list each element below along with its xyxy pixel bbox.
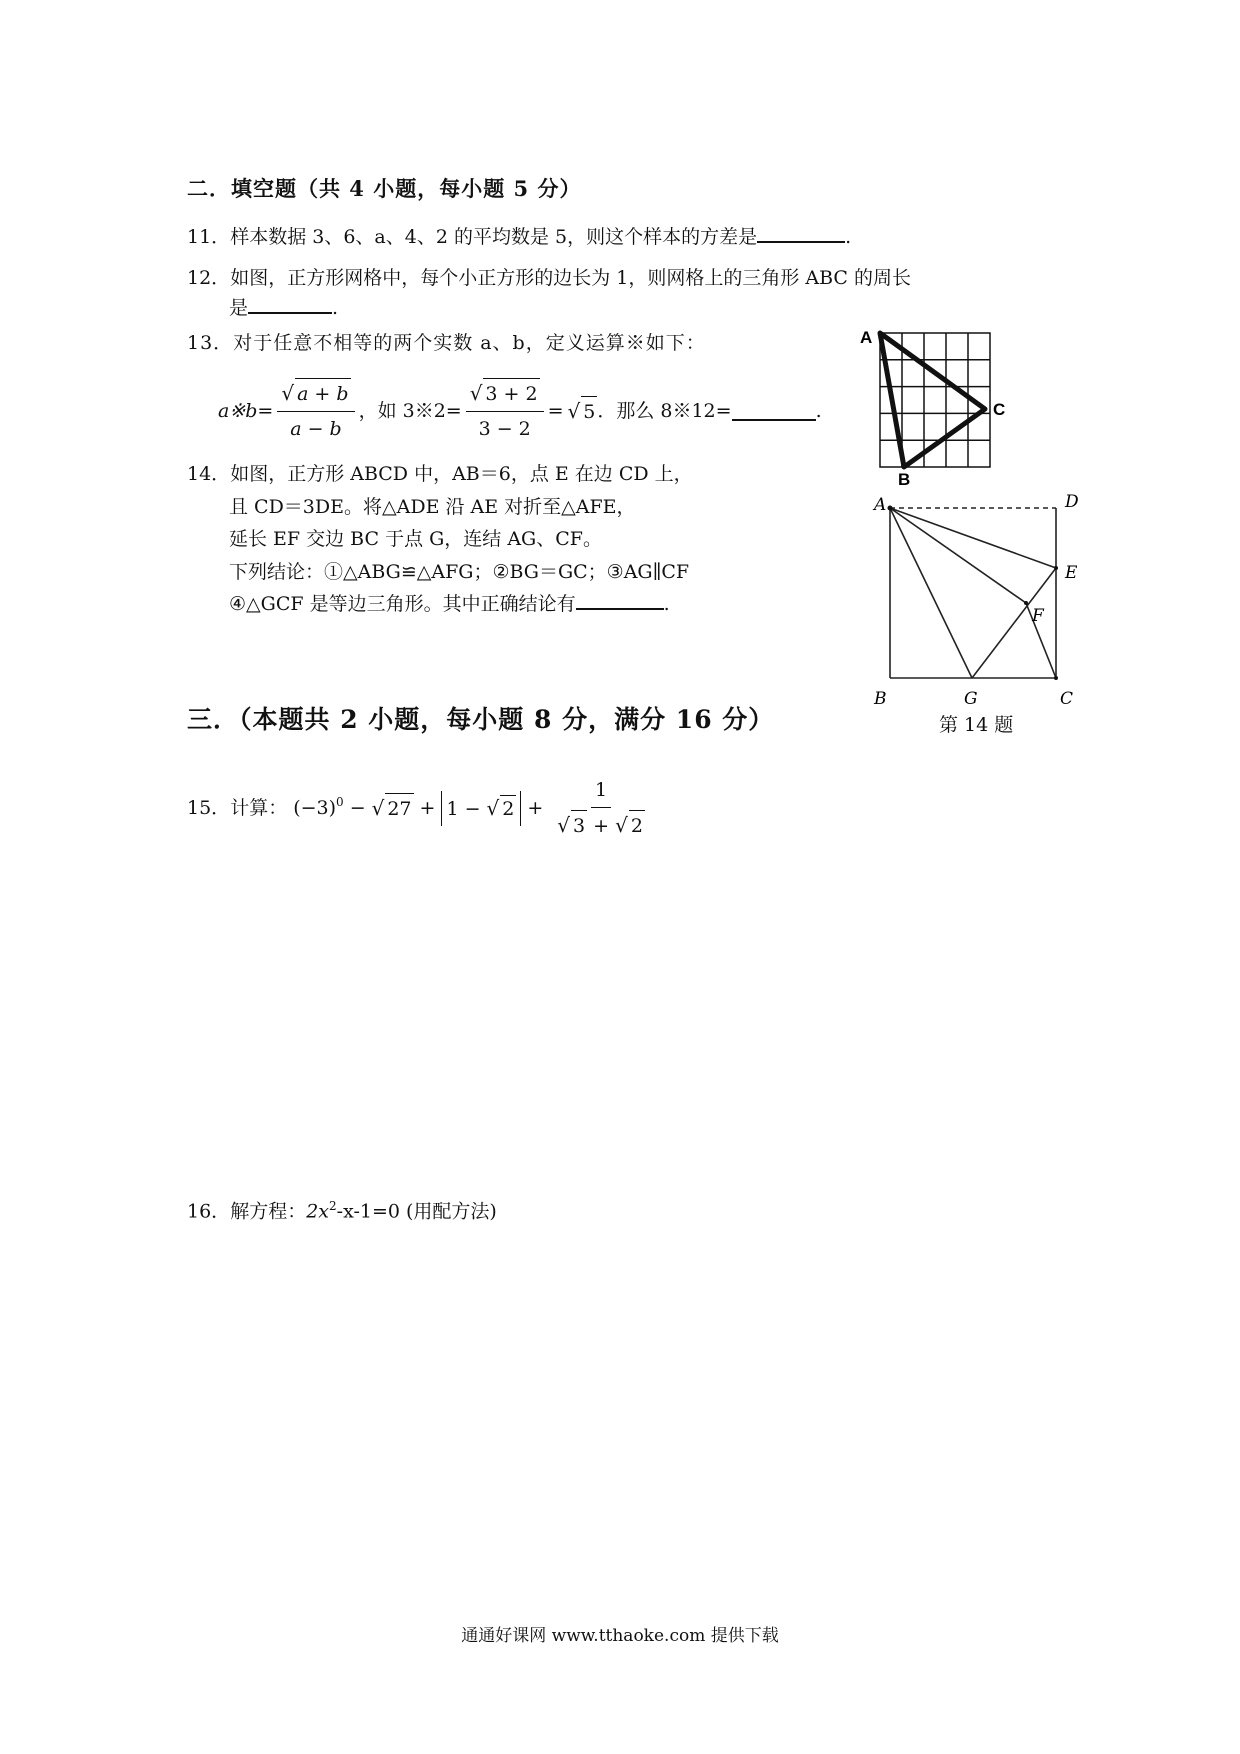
q15-den-rad2: 2 — [629, 810, 645, 841]
q15-plus2: + — [527, 797, 544, 819]
q13-def-fraction: $\frac{√ a + b}{a - b}$ — [277, 378, 354, 444]
q16-number: 16． — [187, 1200, 231, 1223]
q15-frac-num: 1 — [591, 775, 611, 808]
q14-line2: 且 CD＝3DE。将△ADE 沿 AE 对折至△AFE， — [229, 495, 636, 518]
question-16 — [187, 1191, 497, 1226]
q14-end: . — [663, 593, 670, 615]
q13-text-line1: 对于任意不相等的两个实数 a、b，定义运算※如下： — [233, 332, 706, 354]
q12-number: 12． — [187, 267, 231, 289]
question-14 — [187, 458, 693, 621]
q11-text: 样本数据 3、6、a、4、2 的平均数是 5，则这个样本的方差是 — [230, 226, 758, 248]
q14-line3: 延长 EF 交边 BC 于点 G，连结 AG、CF。 — [229, 528, 602, 550]
q13-example-fraction: $\frac{√ 3 + 2}{3 - 2}$ — [466, 378, 544, 444]
label-C: C — [1060, 689, 1074, 709]
footer: 通通好课网 www.tthaoke.com 提供下载 — [461, 1626, 779, 1646]
fig14-caption: 第 14 题 — [939, 714, 1014, 736]
q15-fraction: $\frac{1}{√ 3 + √ 2}$ — [553, 775, 649, 841]
q16-eq-exp: 2 — [329, 1199, 337, 1213]
label-E: E — [1065, 563, 1078, 583]
q15-term1: (−3) — [293, 797, 337, 819]
q15-abs-value: 1 − √ 2 — [441, 791, 521, 826]
q13-example-num: 3 + 2 — [483, 378, 539, 409]
q13-example-den: 3 − 2 — [478, 418, 531, 440]
label-G: G — [964, 689, 978, 709]
question-15: 15． 计算： (−3) $^0$ − √ 27 + 1 − √ 2 + $\frac{1}{√ 3 + √ 2}$ — [187, 775, 653, 841]
label-C: C — [993, 400, 1006, 419]
q14-line4: 下列结论：①△ABG≌△AFG；②BG＝GC；③AG∥CF — [229, 560, 690, 583]
q14-line1: 如图，正方形 ABCD 中，AB＝6，点 E 在边 CD 上， — [230, 463, 693, 485]
q15-number: 15． — [187, 797, 231, 819]
q11-answer-blank[interactable] — [757, 223, 845, 243]
q14-line5: ④△GCF 是等边三角形。其中正确结论有 — [229, 593, 576, 615]
q16-eq-a: 2x — [306, 1200, 330, 1223]
q15-rad1: 27 — [385, 793, 413, 824]
q15-minus: − — [349, 797, 366, 819]
label-B: B — [898, 470, 911, 489]
question-13-formula: a※b= $\frac{√ a + b}{a - b}$ ，如 3※2= $\frac{√ 3 + 2}{3 - 2}$ = √ 5 ．那么 8※12= . — [218, 378, 822, 444]
label-B: B — [874, 689, 887, 709]
q15-label: 计算： — [230, 797, 288, 819]
q12-text-line2: 是 — [229, 297, 249, 319]
label-A: A — [860, 328, 873, 347]
q16-label: 解方程： — [230, 1200, 307, 1223]
question-13 — [187, 328, 706, 358]
question-11 — [187, 222, 851, 252]
square-abcd-figure — [860, 485, 1100, 735]
label-F: F — [1032, 606, 1044, 626]
q13-example-prefix: ，如 3※2= — [358, 400, 462, 422]
grid-triangle-figure — [860, 325, 1010, 489]
q16-method: (用配方法) — [399, 1200, 497, 1223]
q15-plus1: + — [419, 797, 436, 819]
q14-number: 14． — [187, 463, 231, 485]
section-3-title: 三．（本题共 2 小题，每小题 8 分，满分 16 分） — [187, 705, 775, 734]
question-12-line2 — [229, 293, 338, 323]
q13-end: . — [815, 400, 822, 422]
q12-end: . — [332, 297, 339, 319]
q15-abs-inner: 1 − — [446, 797, 481, 820]
question-12 — [187, 263, 911, 293]
q13-question: ．那么 8※12= — [597, 400, 732, 422]
label-D: D — [1065, 492, 1079, 512]
q13-def-den: a − b — [290, 418, 342, 440]
q14-answer-blank[interactable] — [576, 590, 664, 610]
q15-den-rad1: 3 — [571, 810, 587, 841]
q16-eq-b: -x-1=0 — [336, 1200, 400, 1223]
q11-number: 11． — [187, 226, 231, 248]
q12-answer-blank[interactable] — [248, 294, 332, 314]
q13-example-eq: = — [547, 400, 564, 422]
triangle-abc — [880, 333, 985, 467]
q12-text-line1: 如图，正方形网格中，每个小正方形的边长为 1，则网格上的三角形 ABC 的周长 — [230, 267, 911, 289]
q15-exp: 0 — [336, 795, 344, 809]
q13-def-lhs: a※b= — [218, 400, 274, 422]
q15-rad2: 2 — [500, 795, 516, 822]
q13-number: 13． — [187, 332, 234, 354]
q11-end: . — [845, 226, 852, 248]
section-2-title: 二．填空题（共 4 小题，每小题 5 分） — [187, 176, 582, 201]
label-A: A — [874, 495, 887, 515]
q13-def-num: a + b — [297, 383, 349, 405]
q13-answer-blank[interactable] — [732, 401, 816, 421]
q13-example-result: 5 — [581, 396, 597, 427]
q15-den-plus: + — [593, 815, 610, 837]
